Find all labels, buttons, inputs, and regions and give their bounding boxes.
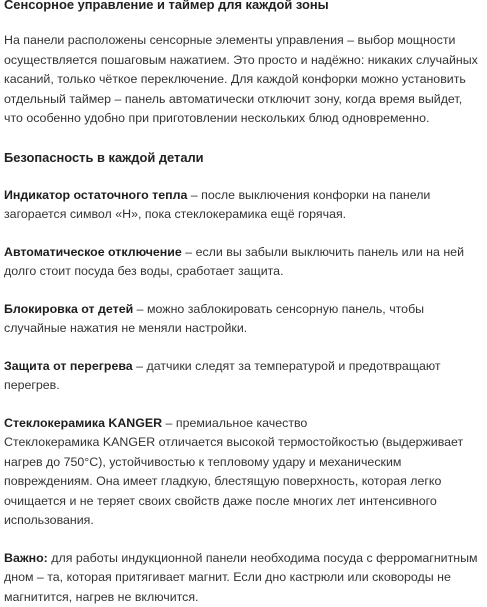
item-child-lock [4, 300, 484, 339]
item-text: – если вы забыли выключить панель или на ней долго стоит посуда без воды, сработает защита. [4, 245, 464, 279]
item-text: – премиальное качество [162, 416, 307, 430]
item-residual-heat [4, 186, 484, 225]
item-label: Стеклокерамика KANGER [4, 416, 162, 430]
item-overheat-protection [4, 357, 484, 396]
intro-paragraph: На панели расположены сенсорные элементы управления – выбор мощности осуществляется пошаговым нажатием. Это просто и надёжно: никаких случайных касаний, только чёткое переключение. Для каждой конфорки можно установить отдельный таймер – панель автоматически отключит зону, когда время выйдет, что особенно удобно при приготовлении нескольких блюд одновременно. [4, 31, 484, 129]
glass-description: Стеклокерамика KANGER отличается высокой термостойкостью (выдерживает нагрев до 750°C), устойчивостью к тепловому удару и механическим повреждениям. Она имеет гладкую, блестящую поверхность, которая легко очищается и не теряет своих свойств даже после многих лет интенсивного использования. [4, 433, 484, 531]
item-label: Блокировка от детей [4, 302, 133, 316]
item-label: Индикатор остаточного тепла [4, 188, 187, 202]
item-label: Защита от перегрева [4, 359, 133, 373]
item-text: – после выключения конфорки на панели загорается символ «Н», пока стеклокерамика ещё горячая. [4, 188, 430, 222]
note-text: для работы индукционной панели необходима посуда с ферромагнитным дном – та, которая притягивает магнит. Если дно кастрюли или сковороды не магнитится, нагрев не включится. [4, 551, 478, 604]
heading-sensor-control: Сенсорное управление и таймер для каждой зоны [4, 0, 484, 14]
important-note [4, 549, 484, 607]
item-glass-ceramic [4, 414, 484, 531]
item-text: – можно заблокировать сенсорную панель, чтобы случайные нажатия не меняли настройки. [4, 302, 424, 336]
item-text: – датчики следят за температурой и предотвращают перегрев. [4, 359, 441, 393]
item-auto-shutdown [4, 243, 484, 282]
item-label: Автоматическое отключение [4, 245, 182, 259]
glass-title-line [4, 414, 484, 434]
heading-safety: Безопасность в каждой детали [4, 148, 484, 167]
article-content [4, 0, 484, 607]
note-label: Важно: [4, 551, 48, 565]
